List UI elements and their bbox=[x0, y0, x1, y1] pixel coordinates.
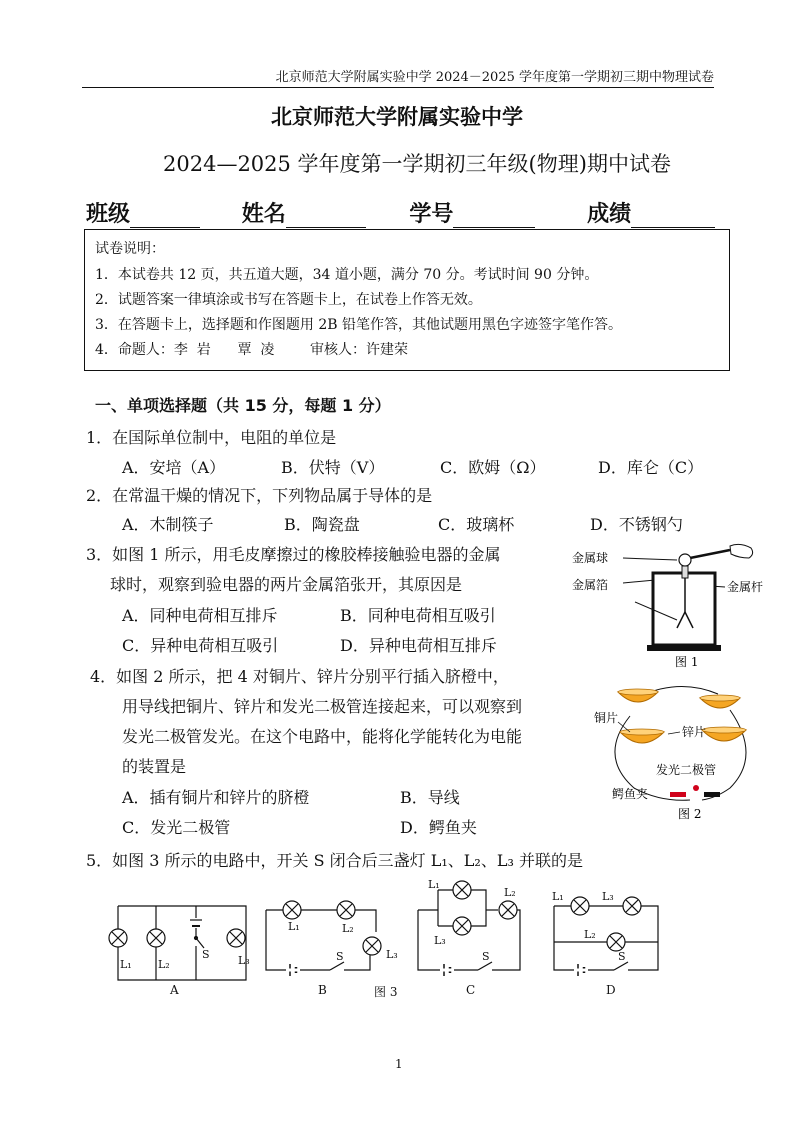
hand-icon bbox=[730, 544, 753, 558]
q1-option-a[interactable]: A．安培（A） bbox=[122, 458, 226, 477]
q3-option-b[interactable]: B．同种电荷相互吸引 bbox=[340, 606, 496, 625]
lamp-label: L₁ bbox=[288, 920, 300, 933]
q2-option-c[interactable]: C．玻璃杯 bbox=[438, 515, 515, 534]
section-heading: 一、单项选择题（共 15 分，每题 1 分） bbox=[95, 396, 391, 415]
lamp-label: L₁ bbox=[120, 958, 132, 971]
lamp-label: L₁ bbox=[552, 890, 564, 903]
score-blank[interactable] bbox=[631, 205, 715, 228]
page-number: 1 bbox=[395, 1057, 403, 1071]
school-name: 北京师范大学附属实验中学 bbox=[271, 105, 523, 129]
figure-3-caption: 图 3 bbox=[374, 985, 398, 999]
class-label: 班级 bbox=[86, 202, 131, 227]
circuit-letter: A bbox=[170, 983, 179, 997]
circuit-letter: B bbox=[318, 983, 327, 997]
lamp-label: L₂ bbox=[158, 958, 170, 971]
student-info-fields bbox=[86, 197, 715, 228]
switch-label: S bbox=[336, 950, 344, 963]
led-label: 发光二极管 bbox=[656, 763, 717, 777]
lamp-label: L₃ bbox=[602, 890, 614, 903]
figure-1-electroscope bbox=[565, 540, 765, 668]
switch-label: S bbox=[618, 950, 626, 963]
metal-foil-label: 金属箔 bbox=[572, 578, 609, 592]
q4-stem-line2: 用导线把铜片、锌片和发光二极管连接起来，可以观察到 bbox=[122, 697, 523, 716]
q1-option-b[interactable]: B．伏特（V） bbox=[281, 458, 385, 477]
q1-stem: 1．在国际单位制中，电阻的单位是 bbox=[86, 428, 337, 447]
circuit-letter: D bbox=[606, 983, 616, 997]
class-blank[interactable] bbox=[130, 205, 200, 228]
student-id-label: 学号 bbox=[409, 202, 454, 227]
lamp-label: L₃ bbox=[238, 954, 250, 967]
name-label: 姓名 bbox=[241, 202, 286, 227]
lamp-label: L₂ bbox=[342, 922, 354, 935]
running-header: 北京师范大学附属实验中学 2024－2025 学年度第一学期初三期中物理试卷 bbox=[275, 70, 714, 85]
instruction-item: 3．在答题卡上，选择题和作图题用 2B 铅笔作答，其他试题用黑色字迹签字笔作答。 bbox=[95, 317, 623, 333]
led-icon bbox=[693, 785, 699, 791]
figure-3-circuits bbox=[100, 876, 700, 1006]
lamp-label: L₂ bbox=[584, 928, 596, 941]
switch-label: S bbox=[482, 950, 490, 963]
q3-option-d[interactable]: D．异种电荷相互排斥 bbox=[340, 636, 497, 655]
circuit-a[interactable] bbox=[109, 906, 250, 997]
exam-title: 2024—2025 学年度第一学期初三年级(物理)期中试卷 bbox=[163, 152, 671, 176]
metal-ball-icon bbox=[679, 554, 691, 566]
q4-option-c[interactable]: C．发光二极管 bbox=[122, 818, 231, 837]
q4-option-a[interactable]: A．插有铜片和锌片的脐橙 bbox=[122, 788, 310, 807]
instruction-item: 2．试题答案一律填涂或书写在答题卡上，在试卷上作答无效。 bbox=[95, 292, 482, 308]
instruction-item: 1．本试卷共 12 页，共五道大题，34 道小题，满分 70 分。考试时间 90 分钟。 bbox=[95, 267, 599, 283]
name-blank[interactable] bbox=[286, 205, 366, 228]
circuit-b[interactable] bbox=[266, 901, 398, 997]
metal-ball-label: 金属球 bbox=[572, 551, 609, 565]
lamp-label: L₃ bbox=[434, 934, 446, 947]
q3-stem-line1: 3．如图 1 所示，用毛皮摩擦过的橡胶棒接触验电器的金属 bbox=[86, 545, 501, 564]
copper-label: 铜片 bbox=[594, 711, 619, 725]
alligator-clip-icon bbox=[704, 792, 720, 797]
q1-option-c[interactable]: C．欧姆（Ω） bbox=[440, 458, 546, 477]
q5-stem: 5．如图 3 所示的电路中，开关 S 闭合后三盏灯 L₁、L₂、L₃ 并联的是 bbox=[86, 851, 583, 870]
q2-option-a[interactable]: A．木制筷子 bbox=[122, 515, 214, 534]
figure-2-orange-battery bbox=[590, 676, 770, 826]
figure-1-caption: 图 1 bbox=[675, 655, 699, 668]
switch-label: S bbox=[202, 948, 210, 961]
metal-rod-label: 金属杆 bbox=[727, 580, 764, 594]
figure-2-caption: 图 2 bbox=[678, 807, 702, 821]
student-id-blank[interactable] bbox=[453, 205, 535, 228]
q4-stem-line1: 4．如图 2 所示，把 4 对铜片、锌片分别平行插入脐橙中， bbox=[90, 667, 509, 686]
q2-option-d[interactable]: D．不锈钢勺 bbox=[590, 515, 683, 534]
q4-stem-line3: 发光二极管发光。在这个电路中，能将化学能转化为电能 bbox=[122, 727, 523, 746]
lamp-label: L₁ bbox=[428, 878, 440, 891]
circuit-letter: C bbox=[466, 983, 476, 997]
header-rule bbox=[82, 87, 714, 88]
q3-option-c[interactable]: C．异种电荷相互吸引 bbox=[122, 636, 279, 655]
lamp-label: L₂ bbox=[504, 886, 516, 899]
q4-stem-line4: 的装置是 bbox=[122, 757, 187, 776]
instructions-box bbox=[84, 229, 730, 371]
q4-option-d[interactable]: D．鳄鱼夹 bbox=[400, 818, 477, 837]
instruction-item: 4．命题人：李 岩 覃 凌 审核人：许建荣 bbox=[95, 342, 409, 358]
clip-label: 鳄鱼夹 bbox=[612, 787, 649, 801]
score-label: 成绩 bbox=[587, 202, 632, 227]
alligator-clip-icon bbox=[670, 792, 686, 797]
zinc-label: 锌片 bbox=[682, 725, 707, 739]
instructions-heading: 试卷说明： bbox=[95, 241, 165, 257]
q3-option-a[interactable]: A．同种电荷相互排斥 bbox=[122, 606, 278, 625]
q2-stem: 2．在常温干燥的情况下，下列物品属于导体的是 bbox=[86, 486, 433, 505]
q2-option-b[interactable]: B．陶瓷盘 bbox=[284, 515, 360, 534]
lamp-label: L₃ bbox=[386, 948, 398, 961]
q3-stem-line2: 球时，观察到验电器的两片金属箔张开，其原因是 bbox=[110, 575, 463, 594]
circuit-d[interactable] bbox=[552, 890, 658, 997]
q4-option-b[interactable]: B．导线 bbox=[400, 788, 460, 807]
q1-option-d[interactable]: D．库仑（C） bbox=[598, 458, 704, 477]
circuit-c[interactable] bbox=[418, 878, 520, 997]
